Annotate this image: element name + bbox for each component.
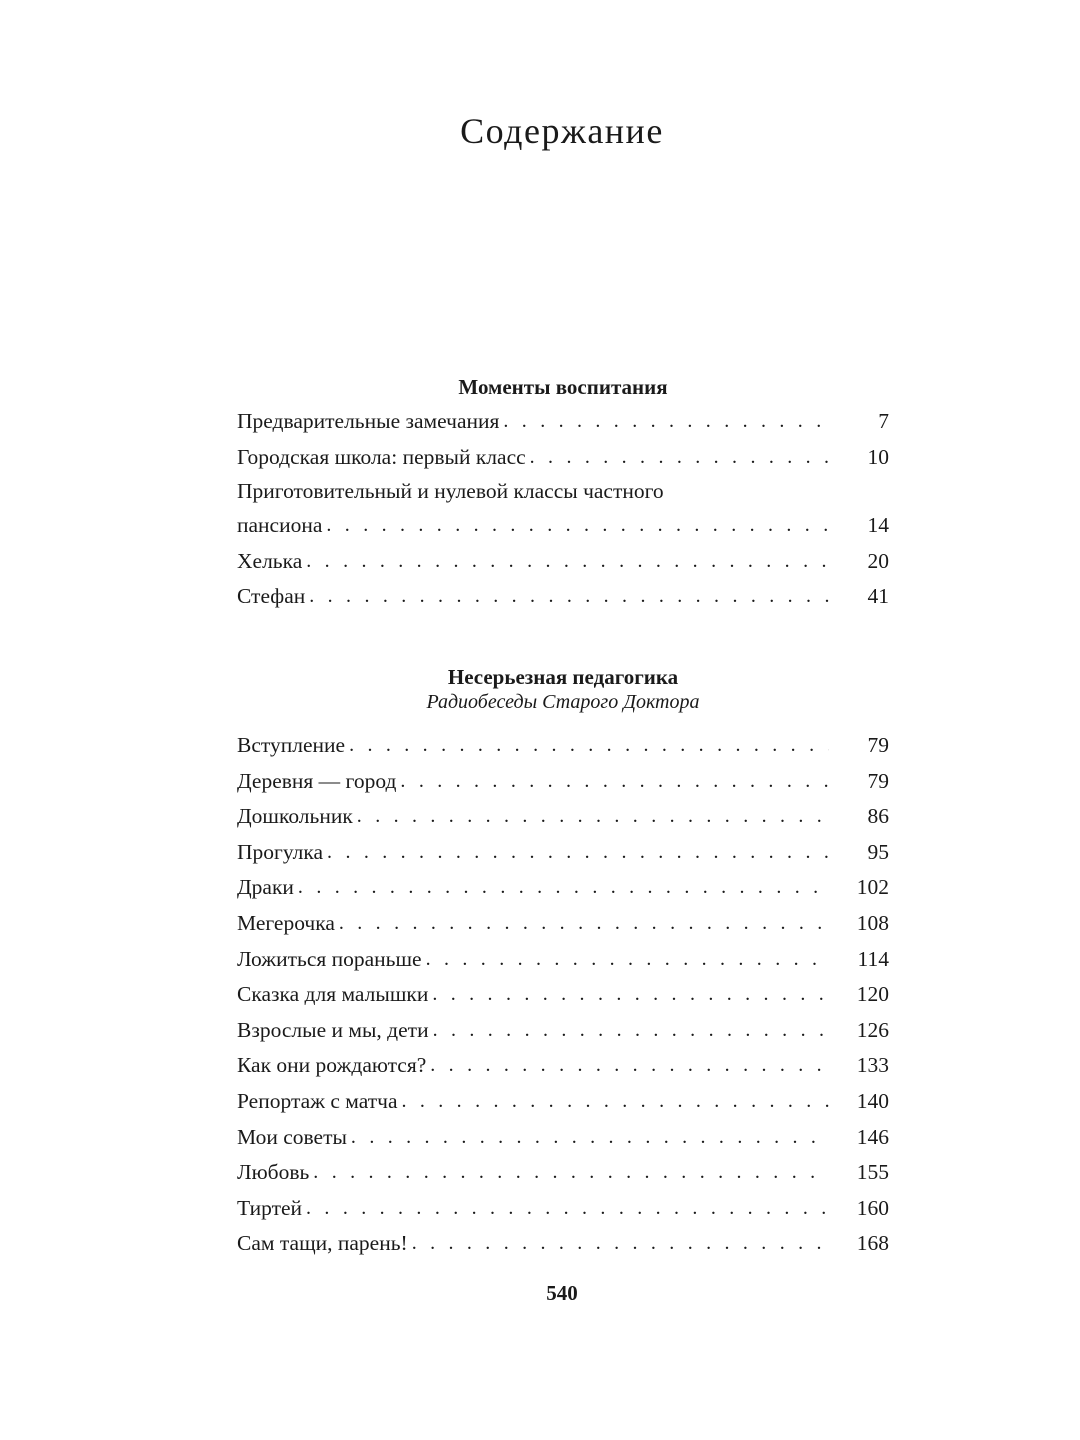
toc-entry-page: 7: [878, 409, 889, 433]
toc-entries: [237, 728, 889, 1262]
dot-leader: [430, 1048, 829, 1084]
toc-entry-title: Репортаж с матча: [237, 1088, 398, 1113]
page-title: Содержание: [460, 111, 664, 151]
toc-entry-page: 86: [867, 804, 889, 829]
dot-leader: [306, 544, 829, 580]
toc-entry-title: Мои советы: [237, 1124, 347, 1149]
dot-leader: [349, 728, 829, 764]
toc-entry-page: 120: [856, 982, 889, 1007]
toc-entry-page: 140: [856, 1088, 889, 1113]
toc-entry-title: Любовь: [237, 1160, 310, 1185]
toc-entry[interactable]: [237, 977, 889, 1013]
toc-entry[interactable]: [237, 579, 889, 615]
dot-leader: [433, 1013, 829, 1049]
dot-leader: [426, 942, 829, 978]
dot-leader: [351, 1120, 829, 1156]
toc-entry[interactable]: [237, 1191, 889, 1227]
dot-leader: [503, 404, 829, 440]
toc-entry-title: Дошкольник: [237, 804, 353, 829]
toc-entry[interactable]: [237, 475, 889, 544]
dot-leader: [357, 799, 829, 835]
dot-leader: [339, 906, 829, 942]
toc-entry-page: 160: [856, 1195, 889, 1220]
dot-leader: [309, 579, 829, 615]
toc-entry[interactable]: [237, 440, 889, 476]
toc-entry-page: 133: [856, 1053, 889, 1078]
toc-entry-title: Предварительные замечания: [237, 409, 500, 433]
toc-entry-title-line1: Приготовительный и нулевой классы частного: [237, 479, 664, 504]
dot-leader: [327, 835, 829, 871]
toc-entry-page: 95: [867, 839, 889, 864]
toc-entry[interactable]: [237, 870, 889, 906]
dot-leader: [412, 1226, 829, 1262]
toc-entry-page: 108: [856, 910, 889, 935]
dot-leader: [530, 440, 829, 476]
toc-entry-title: Прогулка: [237, 839, 324, 864]
toc-entry[interactable]: [237, 1120, 889, 1156]
toc-entry-title: Мегерочка: [237, 910, 335, 935]
toc-entry-page: 114: [857, 946, 889, 971]
toc-entry-page: 79: [867, 733, 889, 757]
toc-entry-page: 14: [867, 513, 889, 538]
toc-entry-title: Городская школа: первый класс: [237, 444, 526, 469]
toc-entry[interactable]: [237, 764, 889, 800]
dot-leader: [432, 977, 829, 1013]
toc-entry[interactable]: [237, 404, 889, 440]
toc-entry-page: 155: [856, 1160, 889, 1185]
toc-entry-title: Деревня — город: [237, 768, 397, 793]
toc-entry-title: пансиона: [237, 513, 323, 538]
toc-entry-title: Тиртей: [237, 1195, 303, 1220]
toc-entry-page: 10: [867, 444, 889, 469]
toc-entry-title: Взрослые и мы, дети: [237, 1017, 429, 1042]
dot-leader: [400, 764, 829, 800]
toc-entry[interactable]: [237, 799, 889, 835]
toc-entry-title: Сказка для малышки: [237, 982, 429, 1007]
dot-leader: [401, 1084, 829, 1120]
section-heading: Несерьезная педагогика: [447, 665, 679, 689]
toc-entry-title: Стефан: [237, 584, 306, 609]
toc-entry-title: Ложиться пораньше: [237, 946, 422, 971]
toc-entry[interactable]: [237, 1226, 889, 1262]
toc-entry-title: Вступление: [237, 733, 346, 757]
dot-leader: [313, 1155, 829, 1191]
toc-entry-title: Хелька: [237, 548, 303, 573]
toc-entry[interactable]: [237, 835, 889, 871]
toc-entry[interactable]: [237, 906, 889, 942]
toc-entry-page: 126: [856, 1017, 889, 1042]
toc-entry[interactable]: [237, 1084, 889, 1120]
toc-entry[interactable]: [237, 1048, 889, 1084]
toc-section-2: [237, 660, 889, 1262]
toc-entry-page: 146: [856, 1124, 889, 1149]
dot-leader: [298, 870, 829, 906]
page-number: 540: [546, 1281, 578, 1305]
section-subtitle: Радиобеседы Старого Доктора: [426, 691, 700, 713]
section-heading: Моменты воспитания: [458, 375, 668, 399]
toc-entry[interactable]: [237, 728, 889, 764]
toc-entry-title: Как они рождаются?: [237, 1053, 427, 1078]
toc-entry-page: 20: [867, 548, 889, 573]
toc-entry-page: 41: [867, 584, 889, 609]
toc-entry-title: Драки: [237, 875, 294, 900]
toc-entry-page: 79: [867, 768, 889, 793]
toc-entry[interactable]: [237, 1013, 889, 1049]
toc-entry-title: Сам тащи, парень!: [237, 1231, 408, 1256]
toc-entry[interactable]: [237, 544, 889, 580]
toc-section-1: [237, 370, 889, 615]
toc-entry-page: 168: [856, 1231, 889, 1256]
dot-leader: [306, 1191, 829, 1227]
toc-entry[interactable]: [237, 1155, 889, 1191]
dot-leader: [326, 508, 829, 544]
toc-entry-page: 102: [856, 875, 889, 900]
toc-entry[interactable]: [237, 942, 889, 978]
